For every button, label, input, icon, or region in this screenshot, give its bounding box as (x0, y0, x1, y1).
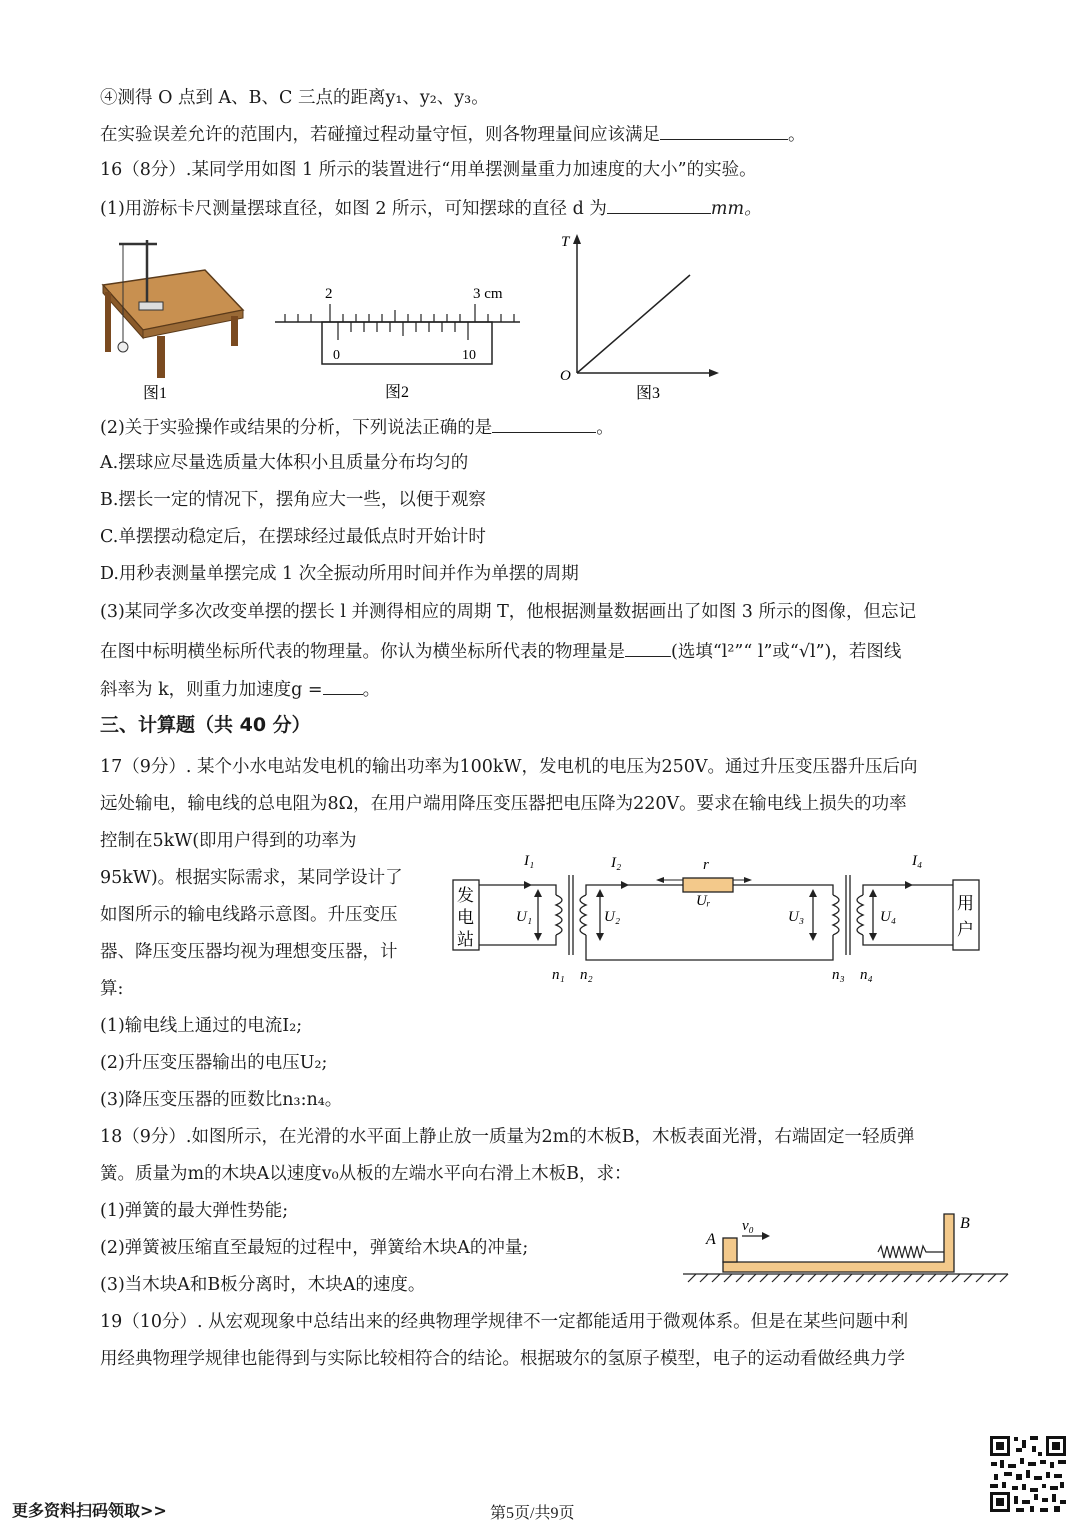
q17-line3: 控制在5kW(即用户得到的功率为 (100, 831, 357, 851)
q19-line2: 用经典物理学规律也能得到与实际比较相符合的结论。根据玻尔的氢原子模型，电子的运动看做经典力学 (100, 1349, 905, 1369)
circuit-U1: U₁ (516, 909, 533, 925)
station-char-2: 电 (457, 908, 474, 927)
circuit-U4: U₄ (880, 909, 897, 925)
q17-part2: (2)升压变压器输出的电压U₂; (100, 1053, 328, 1073)
circuit-I4: I₄ (912, 853, 923, 869)
text: 斜率为 k，则重力加速度g = (100, 680, 323, 700)
station-char-1: 发 (457, 886, 474, 905)
q16-part3-line3 (100, 676, 380, 702)
circuit-I2: I₂ (611, 855, 622, 871)
text: 。 (788, 125, 806, 145)
q17-line6: 器、降压变压器均视为理想变压器，计 (100, 942, 398, 962)
caliper-vernier-10: 10 (462, 348, 476, 363)
q17-part1: (1)输电线上通过的电流I₂; (100, 1016, 303, 1036)
q18-part3: (3)当木块A和B板分离时，木块A的速度。 (100, 1275, 426, 1295)
q16-title: 16（8分）.某同学用如图 1 所示的装置进行“用单摆测量重力加速度的大小”的实验。 (100, 160, 757, 180)
q16-part2 (100, 414, 614, 440)
text: 。 (596, 418, 614, 438)
answer-blank (492, 414, 596, 433)
text: (选填“l²”“ l”或“√l”)，若图线 (671, 642, 902, 662)
circuit-U3: U₃ (788, 909, 805, 925)
q17-line4: 95kW)。根据实际需求，某同学设计了 (100, 868, 403, 888)
q16-part1 (100, 195, 762, 221)
figure2-vernier-caliper (270, 282, 530, 402)
figure1-label: 图1 (143, 385, 168, 402)
q18-line1: 18（9分）.如图所示，在光滑的水平面上静止放一质量为2m的木板B，木板表面光滑，右端固定一轻质弹 (100, 1127, 915, 1147)
circuit-n2: n₂ (580, 967, 593, 983)
user-char-1: 用 (957, 894, 974, 913)
answer-blank (323, 676, 363, 695)
station-char-3: 站 (457, 930, 474, 949)
circuit-U2: U₂ (604, 909, 621, 925)
figure1-pendulum-apparatus (95, 230, 255, 410)
figure3-period-graph (555, 228, 730, 403)
q18-line2: 簧。质量为m的木块A以速度v₀从板的左端水平向右滑上木板B，求： (100, 1164, 632, 1184)
option-c: C.单摆摆动稳定后，在摆球经过最低点时开始计时 (100, 527, 486, 547)
answer-blank (607, 195, 711, 214)
caliper-main-2: 2 (325, 286, 333, 302)
page-number: 第5页/共9页 (490, 1505, 575, 1522)
q17-line5: 如图所示的输电线路示意图。升压变压 (100, 905, 398, 925)
q18-part2: (2)弹簧被压缩直至最短的过程中，弹簧给木块A的冲量; (100, 1238, 529, 1258)
caliper-vernier-0: 0 (333, 348, 340, 363)
circuit-r: r (703, 857, 709, 873)
q17-line2: 远处输电，输电线的总电阻为8Ω，在用户端用降压变压器把电压降为220V。要求在输电线上损失的功率 (100, 794, 907, 814)
origin-O-label: O (560, 368, 571, 384)
text: (1)用游标卡尺测量摆球直径，如图 2 所示，可知摆球的直径 d 为 (100, 199, 607, 219)
block-board-spring-figure (678, 1206, 1013, 1286)
circuit-n4: n₄ (860, 967, 873, 983)
transmission-circuit-diagram (448, 845, 988, 985)
q17-line7: 算: (100, 979, 124, 999)
text: (2)关于实验操作或结果的分析，下列说法正确的是 (100, 418, 493, 438)
q17-line1: 17（9分）. 某个小水电站发电机的输出功率为100kW，发电机的电压为250V。通过升压变压器升压后向 (100, 757, 918, 777)
q18-part1: (1)弹簧的最大弹性势能; (100, 1201, 289, 1221)
q17-part3: (3)降压变压器的匝数比n₃:n₄。 (100, 1090, 343, 1110)
text: 。 (362, 680, 381, 700)
circuit-Ur: Uᵣ (696, 893, 711, 909)
axis-T-label: T (561, 234, 570, 250)
text: 在图中标明横坐标所代表的物理量。你认为横坐标所代表的物理量是 (100, 642, 625, 662)
caliper-main-3cm: 3 cm (473, 286, 503, 302)
answer-blank (625, 638, 671, 657)
velocity-v0-label: v₀ (742, 1218, 754, 1234)
section3-heading: 三、计算题（共 40 分） (100, 714, 311, 736)
circuit-n1: n₁ (552, 967, 565, 983)
circuit-I1: I₁ (524, 853, 535, 869)
answer-blank (660, 121, 788, 140)
text: 在实验误差允许的范围内，若碰撞过程动量守恒，则各物理量间应该满足 (100, 125, 660, 145)
option-d: D.用秒表测量单摆完成 1 次全振动所用时间并作为单摆的周期 (100, 564, 579, 584)
option-b: B.摆长一定的情况下，摆角应大一些，以便于观察 (100, 490, 486, 510)
q16-part3-line1: (3)某同学多次改变单摆的摆长 l 并测得相应的周期 T，他根据测量数据画出了如图 3 所示的图像，但忘记 (100, 602, 917, 622)
option-a: A.摆球应尽量选质量大体积小且质量分布均匀的 (100, 453, 469, 473)
qr-code[interactable] (988, 1434, 1068, 1514)
unit: mm。 (710, 199, 762, 219)
board-B-label: B (960, 1215, 970, 1232)
circuit-n3: n₃ (832, 967, 845, 983)
user-char-2: 户 (957, 920, 974, 939)
momentum-condition-line (100, 121, 806, 147)
figure2-label: 图2 (385, 384, 410, 401)
step4-line: ④测得 O 点到 A、B、C 三点的距离y₁、y₂、y₃。 (100, 88, 489, 108)
block-A-label: A (706, 1231, 716, 1248)
figure3-label: 图3 (636, 385, 661, 402)
q19-line1: 19（10分）. 从宏观现象中总结出来的经典物理学规律不一定都能适用于微观体系。但是在某些问题中利 (100, 1312, 909, 1332)
q16-part3-line2 (100, 638, 901, 664)
footer-more-resources-link[interactable]: 更多资料扫码领取>> (12, 1501, 167, 1520)
